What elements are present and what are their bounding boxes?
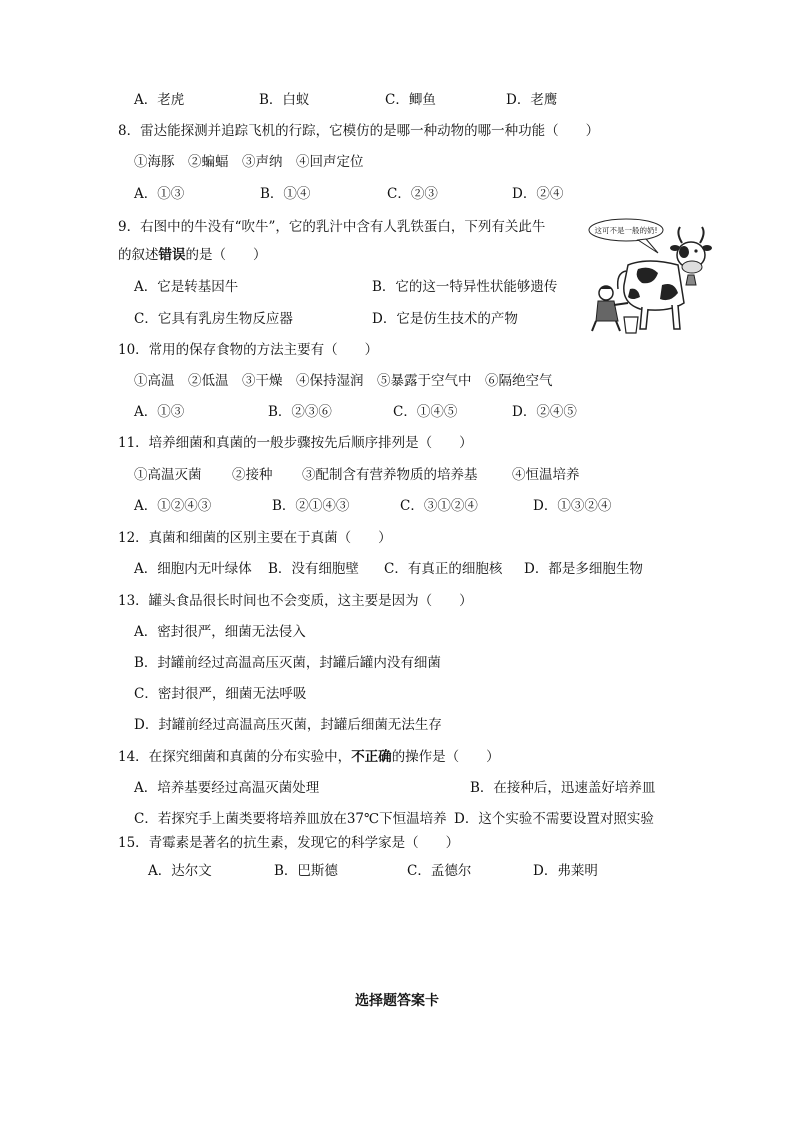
q11-item-4: ④恒温培养 (512, 467, 580, 483)
q12-option-a: A．细胞内无叶绿体 (134, 561, 252, 577)
q15-stem: 15．青霉素是著名的抗生素，发现它的科学家是（ ） (118, 835, 460, 851)
q7-option-c: C．鲫鱼 (385, 92, 436, 108)
q13-option-c: C．密封很严，细菌无法呼吸 (134, 686, 307, 702)
q8-items: ①海豚 ②蝙蝠 ③声纳 ④回声定位 (134, 154, 364, 170)
q14-stem (118, 748, 500, 766)
q12-stem: 12．真菌和细菌的区别主要在于真菌（ ） (118, 530, 392, 546)
q11-item-2: ②接种 (232, 467, 273, 483)
q13-option-a: A．密封很严，细菌无法侵入 (134, 624, 306, 640)
q8-stem: 8．雷达能探测并追踪飞机的行踪，它模仿的是哪一种动物的哪一种功能（ ） (118, 123, 600, 139)
q12-option-d: D．都是多细胞生物 (524, 561, 643, 577)
q9-option-b: B．它的这一特异性状能够遗传 (372, 279, 558, 295)
q10-option-d: D．②④⑤ (512, 404, 577, 420)
q11-stem: 11．培养细菌和真菌的一般步骤按先后顺序排列是（ ） (118, 435, 473, 451)
q14-option-d: D．这个实验不需要设置对照实验 (454, 811, 654, 827)
q9-stem-line2 (118, 246, 267, 264)
q8-option-c: C．②③ (387, 186, 438, 202)
q13-option-b: B．封罐前经过高温高压灭菌，封罐后罐内没有细菌 (134, 655, 441, 671)
q8-option-d: D．②④ (512, 186, 564, 202)
q13-option-d: D．封罐前经过高温高压灭菌，封罐后细菌无法生存 (134, 717, 442, 733)
q11-option-d: D．①③②④ (533, 498, 612, 514)
q14-stem-part: 的操作是（ ） (391, 749, 500, 765)
q9-stem-part: 的是（ ） (185, 247, 267, 263)
q9-option-a: A．它是转基因牛 (134, 279, 239, 295)
q11-option-c: C．③①②④ (400, 498, 478, 514)
q8-option-b: B．①④ (260, 186, 311, 202)
q15-option-c: C．孟德尔 (407, 863, 472, 879)
q15-option-a: A．达尔文 (148, 863, 212, 879)
q15-option-d: D．弗莱明 (533, 863, 598, 879)
q12-option-c: C．有真正的细胞核 (384, 561, 503, 577)
q15-option-b: B．巴斯德 (274, 863, 338, 879)
q14-option-a: A．培养基要经过高温灭菌处理 (134, 780, 320, 796)
answer-card-title: 选择题答案卡 (355, 993, 439, 1009)
q9-emphasis: 错误 (158, 247, 186, 263)
q10-option-b: B．②③⑥ (268, 404, 332, 420)
cow-drawing (588, 213, 728, 338)
q9-option-c: C．它具有乳房生物反应器 (134, 311, 293, 327)
q10-option-a: A．①③ (134, 404, 185, 420)
q13-stem: 13．罐头食品很长时间也不会变质，这主要是因为（ ） (118, 593, 473, 609)
q11-option-a: A．①②④③ (134, 498, 212, 514)
q7-option-d: D．老鹰 (506, 92, 558, 108)
q10-stem: 10．常用的保存食物的方法主要有（ ） (118, 342, 379, 358)
q14-emphasis: 不正确 (351, 749, 392, 765)
q12-option-b: B．没有细胞壁 (268, 561, 359, 577)
q11-item-1: ①高温灭菌 (134, 467, 202, 483)
cow-illustration (588, 213, 728, 342)
q7-option-b: B．白蚁 (259, 92, 310, 108)
q11-option-b: B．②①④③ (272, 498, 350, 514)
q11-item-3: ③配制含有营养物质的培养基 (302, 467, 478, 483)
q9-stem: 9．右图中的牛没有“吹牛”，它的乳汁中含有人乳铁蛋白，下列有关此牛 (118, 219, 546, 235)
q7-option-a: A．老虎 (134, 92, 185, 108)
q10-items: ①高温 ②低温 ③干燥 ④保持湿润 ⑤暴露于空气中 ⑥隔绝空气 (134, 373, 553, 389)
q14-stem-part: 14．在探究细菌和真菌的分布实验中， (118, 749, 352, 765)
q8-option-a: A．①③ (134, 186, 185, 202)
q9-stem-part: 的叙述 (118, 247, 159, 263)
q9-option-d: D．它是仿生技术的产物 (372, 311, 518, 327)
q14-option-b: B．在接种后，迅速盖好培养皿 (470, 780, 656, 796)
cow-speech-text: 这可不是一般的奶! (594, 226, 658, 235)
q14-option-c: C．若探究手上菌类要将培养皿放在37℃下恒温培养 (134, 811, 447, 827)
q10-option-c: C．①④⑤ (393, 404, 458, 420)
